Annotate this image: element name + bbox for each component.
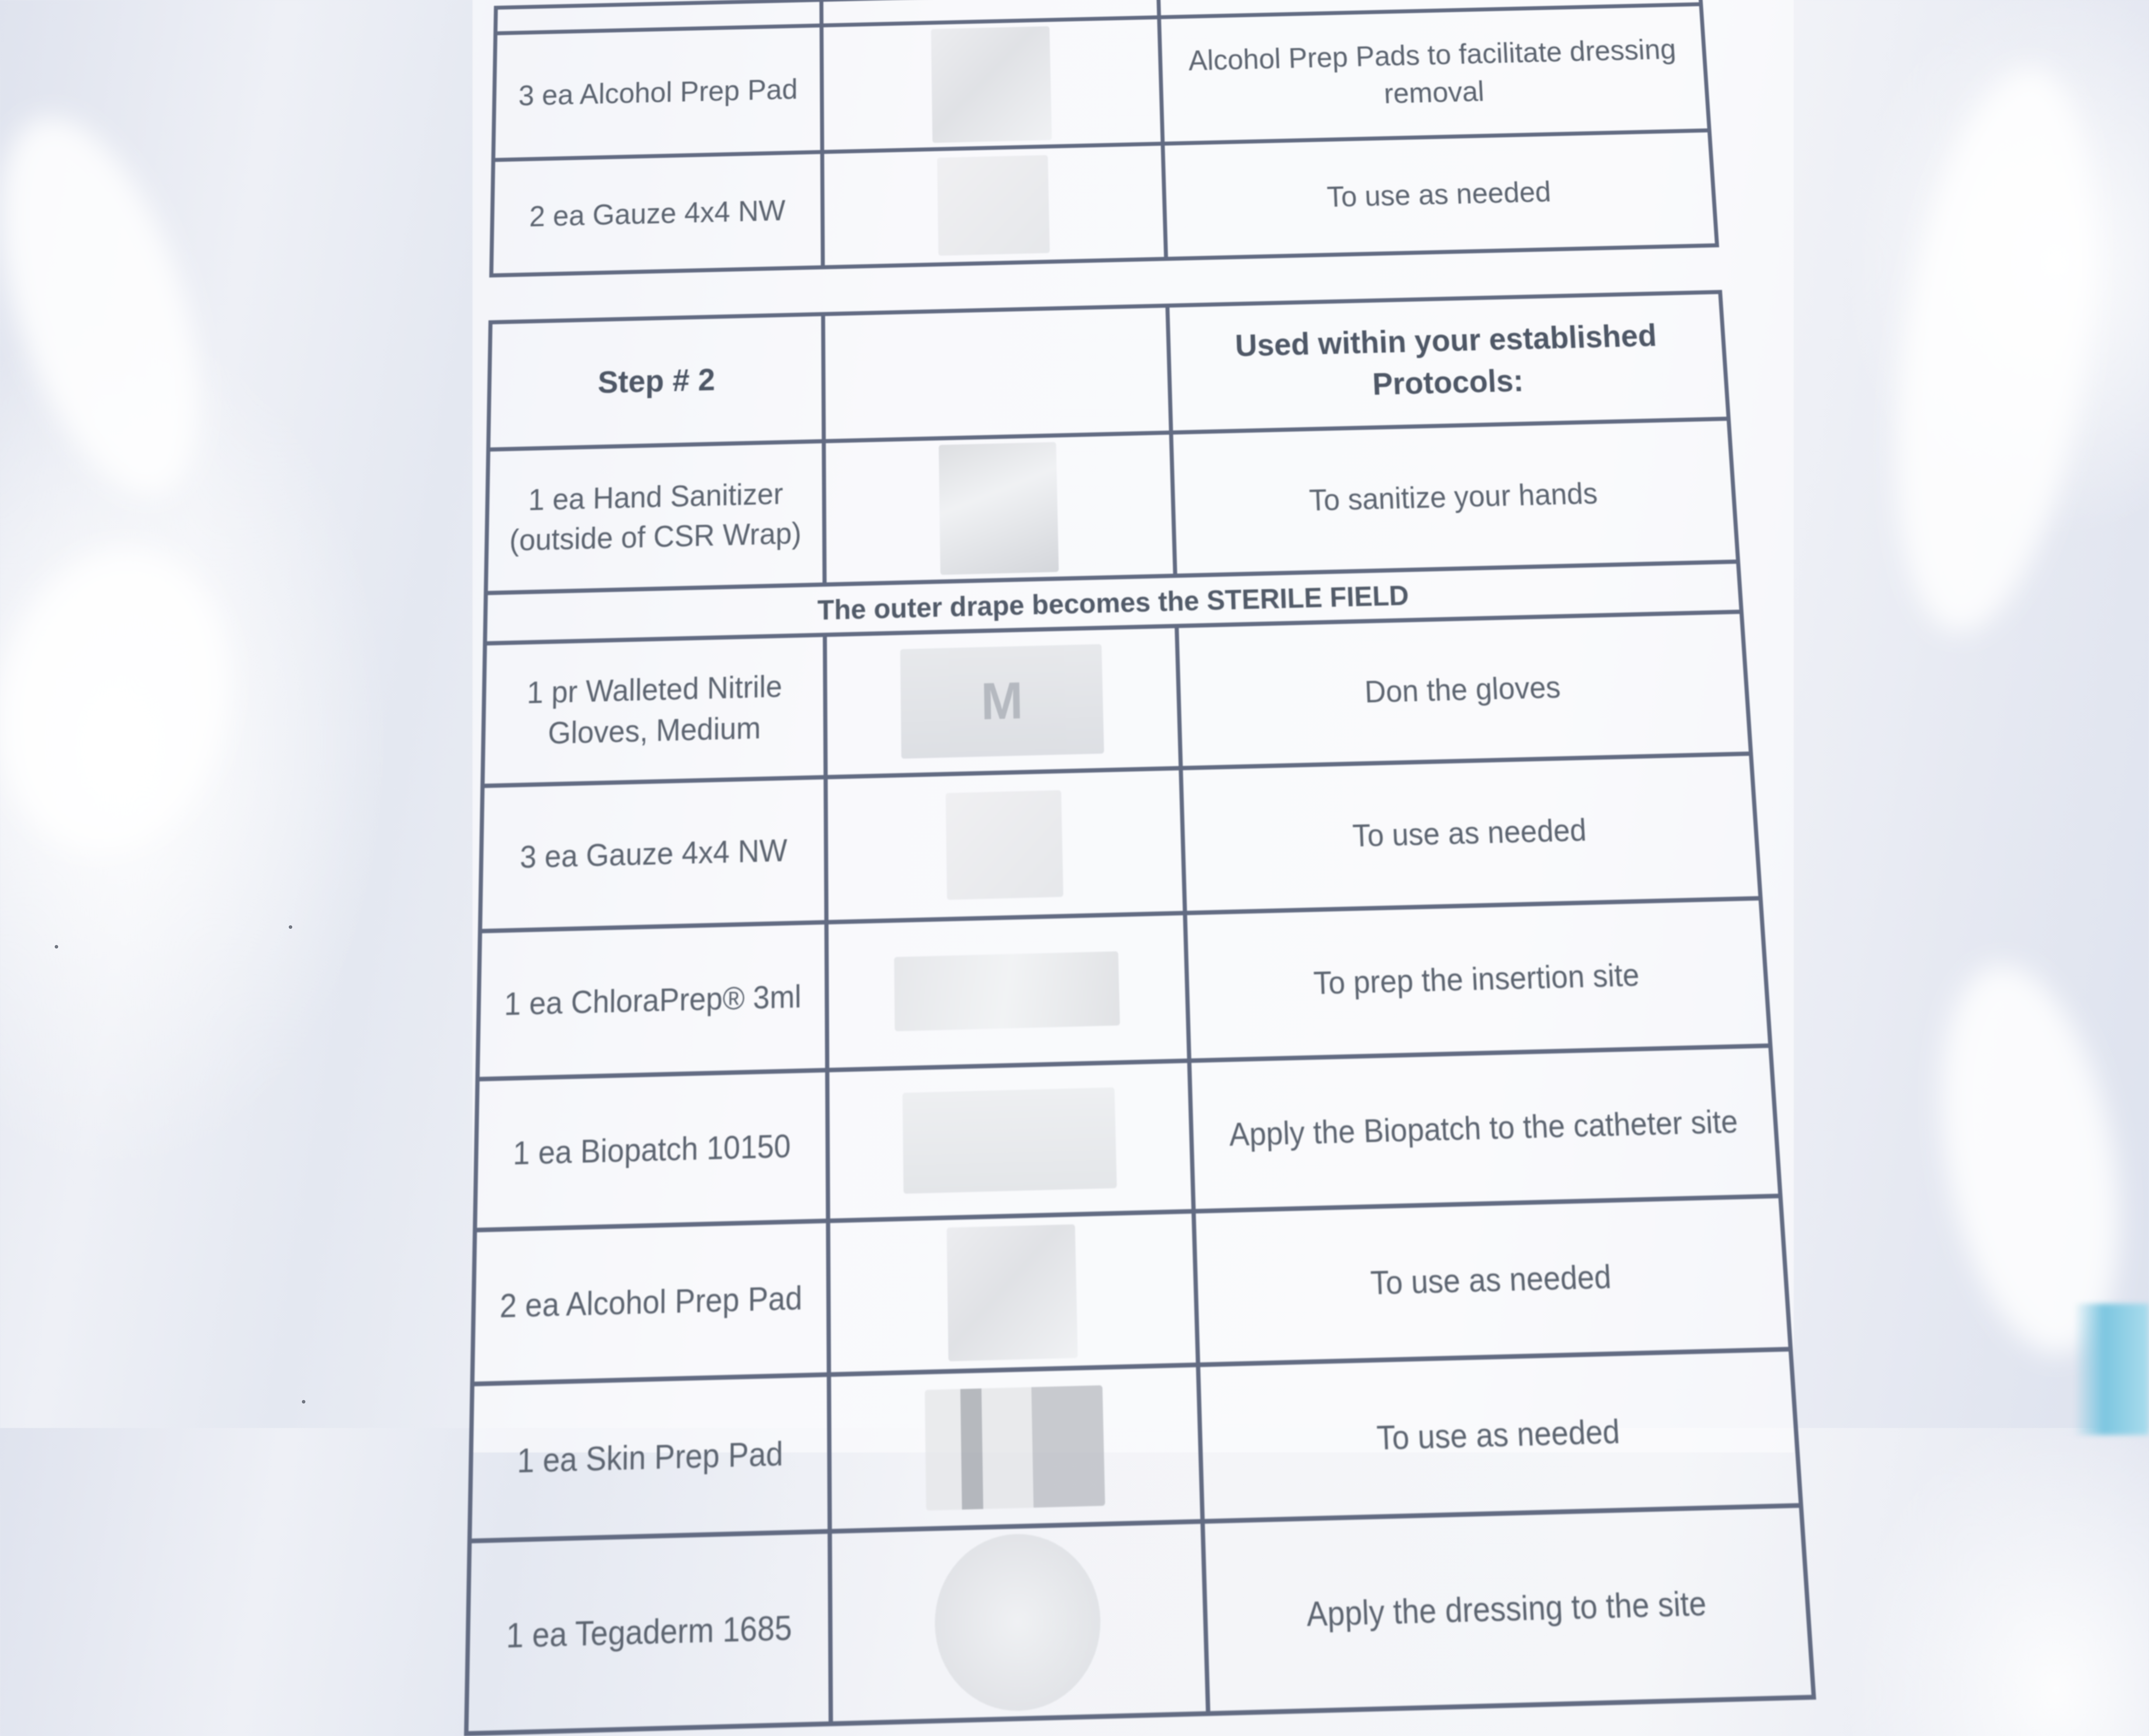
use-cell: To sanitize your hands [1171, 419, 1738, 576]
item-image-cell [822, 144, 1166, 267]
item-cell: 1 ea Tegaderm 1685 [466, 1531, 831, 1733]
gauze-image [937, 155, 1050, 256]
use-cell: To use as needed [1194, 1196, 1791, 1365]
use-cell: Alcohol Prep Pads to facilitate dressing removal [1159, 4, 1709, 144]
item-image-cell [826, 768, 1185, 922]
item-cell: 1 ea Skin Prep Pad [469, 1375, 830, 1541]
item-cell: 1 ea Hand Sanitizer (outside of CSR Wrap) [486, 441, 824, 593]
use-cell: To prep the insertion site [1185, 898, 1771, 1060]
glove-size-label: M [980, 671, 1024, 731]
item-image-cell [828, 1211, 1198, 1375]
item-image-cell [829, 1365, 1202, 1532]
skin-prep-pad-image [925, 1385, 1105, 1510]
use-cell: Apply the Biopatch to the catheter site [1189, 1046, 1780, 1211]
protocol-column-heading: Used within your established Protocols: [1167, 292, 1729, 432]
image-column-heading [823, 306, 1171, 441]
alcohol-prep-pad-image [947, 1224, 1078, 1361]
item-cell: 2 ea Gauze 4x4 NW [491, 152, 823, 275]
use-cell: Don the gloves [1177, 612, 1751, 768]
kit-contents-document [464, 0, 1816, 1736]
gloves-image [900, 644, 1104, 759]
use-cell: To use as needed [1163, 130, 1717, 259]
plastic-glare [1865, 56, 2126, 644]
item-image-cell [822, 17, 1163, 152]
step-2-table [464, 290, 1816, 1736]
plastic-glare [0, 93, 241, 519]
item-image-cell [826, 913, 1190, 1070]
use-cell: To use as needed [1198, 1349, 1801, 1522]
item-image-cell [825, 626, 1181, 777]
table-row [466, 1505, 1814, 1734]
plastic-glare [0, 527, 257, 874]
hand-sanitizer-image [939, 442, 1059, 574]
gauze-image [946, 790, 1064, 900]
dust-speck [289, 925, 292, 929]
item-image-cell [830, 1521, 1208, 1724]
alcohol-prep-pad-image [931, 26, 1052, 143]
step-1-table-continued [489, 0, 1719, 277]
chloraprep-image [894, 951, 1120, 1031]
item-cell: 1 ea ChloraPrep® 3ml [477, 922, 827, 1079]
bag-blue-edge [2074, 1304, 2149, 1435]
item-image-cell [824, 433, 1176, 584]
dust-speck [55, 945, 58, 948]
item-cell: 1 ea Biopatch 10150 [475, 1070, 828, 1230]
sterile-field-banner: The outer drape becomes the STERILE FIELD [485, 562, 1742, 644]
item-image-cell [827, 1060, 1194, 1221]
item-cell: 2 ea Alcohol Prep Pad [472, 1221, 829, 1384]
use-cell: Apply the dressing to the site [1203, 1505, 1814, 1714]
item-cell: 1 pr Walleted Nitrile Gloves, Medium [483, 635, 826, 786]
biopatch-image [903, 1087, 1117, 1194]
tegaderm-image [934, 1532, 1102, 1713]
step-heading: Step # 2 [488, 314, 824, 450]
item-cell: 3 ea Gauze 4x4 NW [480, 777, 826, 931]
item-cell: 3 ea Alcohol Prep Pad [493, 25, 822, 160]
use-cell: To use as needed [1181, 754, 1760, 913]
dust-speck [302, 1400, 305, 1404]
